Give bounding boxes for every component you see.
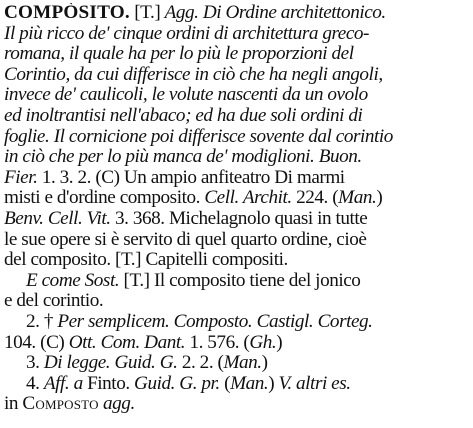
entry-text-segment: E come Sost.: [26, 270, 120, 291]
entry-text-segment: invece de' caulicoli, le volute nascenti da un ovolo: [4, 85, 368, 106]
entry-line: [4, 353, 467, 374]
entry-line: [4, 333, 467, 354]
entry-text-segment: ): [376, 188, 383, 209]
entry-text-segment: 1. 576. (: [185, 332, 250, 353]
entry-text-segment: Man.: [230, 373, 269, 394]
entry-line: [4, 271, 467, 292]
entry-text-segment: ): [261, 353, 268, 374]
entry-line: [4, 106, 467, 127]
entry-text-segment: [T.]: [129, 3, 165, 23]
entry-line: [4, 312, 467, 333]
entry-text-segment: 2. 2. (: [177, 353, 224, 374]
entry-text-segment: agg.: [98, 394, 135, 415]
entry-line: [4, 3, 467, 24]
entry-text-segment: Aff. a: [43, 373, 83, 394]
entry-text-segment: [T.] Il composito tiene del jonico: [119, 270, 361, 291]
entry-text-segment: 224. (: [291, 188, 339, 209]
entry-text-segment: foglie. Il cornicione poi differisce sovente dal corintio: [4, 126, 393, 147]
entry-text-segment: del composito. [T.] Capitelli compositi.: [4, 250, 288, 271]
entry-line: [4, 168, 467, 189]
entry-line: [4, 188, 467, 209]
entry-text-segment: romana, il quale ha per lo più le proporzioni del: [4, 44, 354, 65]
entry-text-segment: Benv. Cell. Vit.: [4, 208, 111, 229]
entry-text-segment: e del corintio.: [4, 291, 104, 312]
entry-text-segment: Gh.: [249, 332, 277, 353]
entry-line: [4, 127, 467, 148]
entry-line: [4, 65, 467, 86]
entry-text-segment: in: [4, 394, 23, 415]
entry-text-segment: Man.: [223, 353, 262, 374]
entry-text-segment: 2. †: [26, 311, 58, 332]
entry-text-segment: Man.: [338, 188, 377, 209]
entry-text-segment: Corintio, da cui differisce in ciò che ha negli angoli,: [4, 64, 383, 85]
entry-text-segment: 4.: [26, 373, 44, 394]
entry-text-segment: in ciò che per lo più manca de' modiglioni. Buon.: [4, 147, 362, 168]
entry-text-segment: le sue opere si è servito di quel quarto ordine, cioè: [4, 229, 367, 250]
entry-text-segment: Ott. Com. Dant.: [68, 332, 186, 353]
entry-text-segment: Cell. Archit.: [204, 188, 292, 209]
entry-text-segment: 3. 368. Michelagnolo quasi in tutte: [110, 208, 368, 229]
entry-line: [4, 394, 467, 415]
entry-text-segment: 104. (C): [4, 332, 69, 353]
entry-line: [4, 374, 467, 395]
entry-text-segment: Composto: [22, 394, 99, 415]
entry-text-segment: (: [219, 373, 231, 394]
entry-text-segment: COMPÒSITO.: [4, 3, 130, 23]
entry-text-segment: Agg. Di Ordine architettonico.: [164, 3, 386, 23]
entry-line: [4, 209, 467, 230]
entry-line: [4, 147, 467, 168]
entry-text-segment: Di legge. Guid. G.: [43, 353, 178, 374]
entry-text-segment: ed inoltrantisi nell'abaco; ed ha due soli ordini di: [4, 105, 363, 126]
entry-text-segment: ): [276, 332, 283, 353]
entry-text-segment: Per semplicem. Composto. Castigl. Corteg.: [57, 311, 373, 332]
entry-text-segment: 3.: [26, 353, 44, 374]
entry-text-segment: Fier.: [4, 167, 38, 188]
entry-text-segment: 1. 3. 2. (C) Un ampio anfiteatro Di marmi: [37, 167, 345, 188]
entry-line: [4, 250, 467, 271]
entry-text-segment: V. altri es.: [278, 373, 351, 394]
entry-line: [4, 291, 467, 312]
entry-line: [4, 230, 467, 251]
entry-line: [4, 24, 467, 45]
entry-line: [4, 44, 467, 65]
entry-text-segment: ): [268, 373, 279, 394]
entry-text-segment: Guid. G. pr.: [134, 373, 220, 394]
entry-text-segment: misti e d'ordine composito.: [4, 188, 205, 209]
entry-text-segment: Finto.: [82, 373, 135, 394]
entry-text-segment: Il più ricco de' cinque ordini di architettura greco-: [4, 23, 369, 44]
entry-line: [4, 85, 467, 106]
